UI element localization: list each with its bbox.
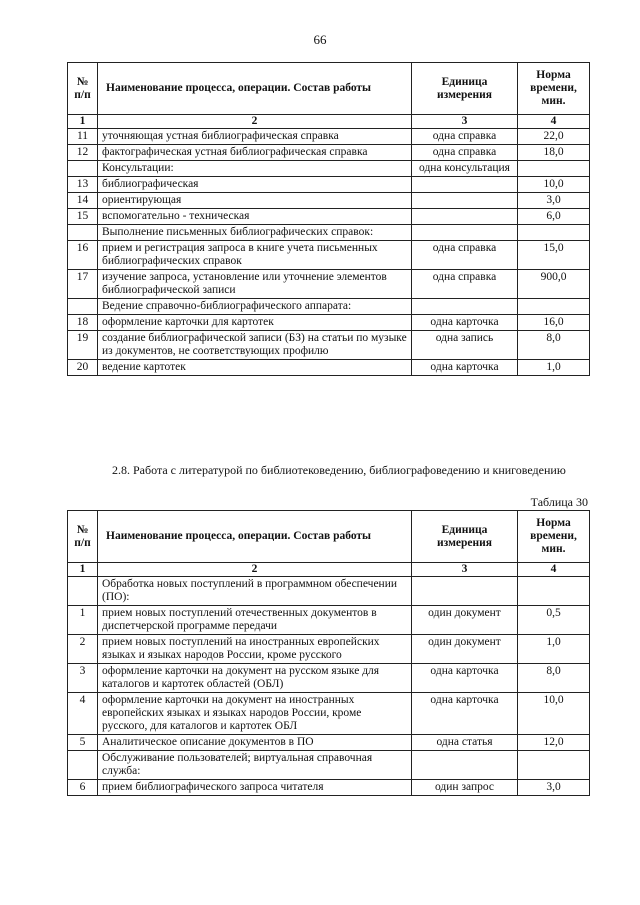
row-unit — [412, 577, 518, 606]
row-unit — [412, 225, 518, 241]
row-unit: одна справка — [412, 270, 518, 299]
table-row — [68, 145, 590, 161]
table-row — [68, 177, 590, 193]
row-number: 19 — [68, 331, 98, 360]
header-name: Наименование процесса, операции. Состав работы — [98, 63, 412, 115]
row-name: библиографическая — [98, 177, 412, 193]
row-name: прием и регистрация запроса в книге учета письменных библиографических справок — [98, 241, 412, 270]
row-number: 15 — [68, 209, 98, 225]
row-number — [68, 299, 98, 315]
row-unit — [412, 177, 518, 193]
table-row — [68, 693, 590, 735]
row-unit — [412, 751, 518, 780]
table-row — [68, 780, 590, 796]
row-unit: одна справка — [412, 129, 518, 145]
row-norm: 8,0 — [518, 331, 590, 360]
row-unit: одна статья — [412, 735, 518, 751]
table-row — [68, 193, 590, 209]
row-norm: 8,0 — [518, 664, 590, 693]
row-unit — [412, 193, 518, 209]
row-norm: 0,5 — [518, 606, 590, 635]
row-norm: 10,0 — [518, 177, 590, 193]
row-number: 3 — [68, 664, 98, 693]
row-unit: одна справка — [412, 145, 518, 161]
row-name: фактографическая устная библиографическая справка — [98, 145, 412, 161]
row-name: прием библиографического запроса читателя — [98, 780, 412, 796]
row-name: Обслуживание пользователей; виртуальная справочная служба: — [98, 751, 412, 780]
row-number: 16 — [68, 241, 98, 270]
row-unit: одна консультация — [412, 161, 518, 177]
row-unit — [412, 299, 518, 315]
row-number: 5 — [68, 735, 98, 751]
row-norm: 18,0 — [518, 145, 590, 161]
row-unit — [412, 209, 518, 225]
row-number — [68, 225, 98, 241]
table-row — [68, 360, 590, 376]
row-name: Обработка новых поступлений в программном обеспечении (ПО): — [98, 577, 412, 606]
table-row — [68, 735, 590, 751]
table-row — [68, 299, 590, 315]
row-number: 6 — [68, 780, 98, 796]
row-norm: 6,0 — [518, 209, 590, 225]
row-norm — [518, 225, 590, 241]
header-norm: Норма времени, мин. — [518, 63, 590, 115]
index-cell: 2 — [98, 563, 412, 577]
table-row — [68, 751, 590, 780]
row-number: 12 — [68, 145, 98, 161]
literature-norms-table — [67, 510, 590, 796]
time-norms-table — [67, 62, 590, 376]
row-number — [68, 161, 98, 177]
row-number — [68, 577, 98, 606]
table-row — [68, 577, 590, 606]
row-norm — [518, 161, 590, 177]
row-unit: одна карточка — [412, 693, 518, 735]
row-norm: 3,0 — [518, 193, 590, 209]
row-norm — [518, 299, 590, 315]
row-name: изучение запроса, установление или уточнение элементов библиографической записи — [98, 270, 412, 299]
row-unit: один документ — [412, 635, 518, 664]
section-heading: 2.8. Работа с литературой по библиотековедению, библиографоведению и книговедению — [112, 463, 566, 477]
row-name: уточняющая устная библиографическая справка — [98, 129, 412, 145]
row-name: Аналитическое описание документов в ПО — [98, 735, 412, 751]
row-name: Ведение справочно-библиографического аппарата: — [98, 299, 412, 315]
row-norm — [518, 577, 590, 606]
row-norm: 15,0 — [518, 241, 590, 270]
index-cell: 3 — [412, 563, 518, 577]
index-cell: 1 — [68, 563, 98, 577]
row-name: ориентирующая — [98, 193, 412, 209]
row-norm: 1,0 — [518, 635, 590, 664]
row-number: 17 — [68, 270, 98, 299]
row-name: ведение картотек — [98, 360, 412, 376]
index-cell: 2 — [98, 115, 412, 129]
table-row — [68, 129, 590, 145]
row-unit: один документ — [412, 606, 518, 635]
table-caption: Таблица 30 — [530, 495, 588, 509]
table-row — [68, 161, 590, 177]
row-norm: 16,0 — [518, 315, 590, 331]
header-num: № п/п — [68, 63, 98, 115]
row-name: оформление карточки для картотек — [98, 315, 412, 331]
table-row — [68, 635, 590, 664]
row-unit: одна карточка — [412, 315, 518, 331]
row-name: прием новых поступлений на иностранных европейских языках и языках народов России, кроме русского — [98, 635, 412, 664]
row-unit: одна карточка — [412, 664, 518, 693]
index-cell: 3 — [412, 115, 518, 129]
row-norm: 12,0 — [518, 735, 590, 751]
index-cell: 4 — [518, 115, 590, 129]
header-unit: Единица измерения — [412, 511, 518, 563]
table-row — [68, 209, 590, 225]
row-number: 20 — [68, 360, 98, 376]
row-number: 11 — [68, 129, 98, 145]
index-cell: 1 — [68, 115, 98, 129]
table-row — [68, 331, 590, 360]
row-name: Консультации: — [98, 161, 412, 177]
table-row — [68, 241, 590, 270]
row-name: оформление карточки на документ на иностранных европейских языках и языках народов России, кроме русского, для каталогов и картотек ОБЛ — [98, 693, 412, 735]
row-unit: одна запись — [412, 331, 518, 360]
row-name: Выполнение письменных библиографических справок: — [98, 225, 412, 241]
row-norm: 22,0 — [518, 129, 590, 145]
row-number: 13 — [68, 177, 98, 193]
row-norm: 3,0 — [518, 780, 590, 796]
row-number: 2 — [68, 635, 98, 664]
row-norm: 10,0 — [518, 693, 590, 735]
table-row — [68, 270, 590, 299]
row-name: вспомогательно - техническая — [98, 209, 412, 225]
index-cell: 4 — [518, 563, 590, 577]
row-unit: один запрос — [412, 780, 518, 796]
row-number: 1 — [68, 606, 98, 635]
header-norm: Норма времени, мин. — [518, 511, 590, 563]
header-name: Наименование процесса, операции. Состав работы — [98, 511, 412, 563]
row-unit: одна карточка — [412, 360, 518, 376]
row-unit: одна справка — [412, 241, 518, 270]
table-row — [68, 315, 590, 331]
table-row — [68, 606, 590, 635]
row-norm: 900,0 — [518, 270, 590, 299]
header-num: № п/п — [68, 511, 98, 563]
header-unit: Единица измерения — [412, 63, 518, 115]
table-row — [68, 664, 590, 693]
row-name: прием новых поступлений отечественных документов в диспетчерской программе передачи — [98, 606, 412, 635]
page-number: 66 — [313, 32, 327, 47]
row-name: создание библиографической записи (БЗ) на статьи по музыке из документов, не соответствующих профилю — [98, 331, 412, 360]
row-number: 18 — [68, 315, 98, 331]
row-number: 14 — [68, 193, 98, 209]
row-norm: 1,0 — [518, 360, 590, 376]
table-row — [68, 225, 590, 241]
row-number: 4 — [68, 693, 98, 735]
row-norm — [518, 751, 590, 780]
row-name: оформление карточки на документ на русском языке для каталогов и картотек областей (ОБЛ) — [98, 664, 412, 693]
row-number — [68, 751, 98, 780]
